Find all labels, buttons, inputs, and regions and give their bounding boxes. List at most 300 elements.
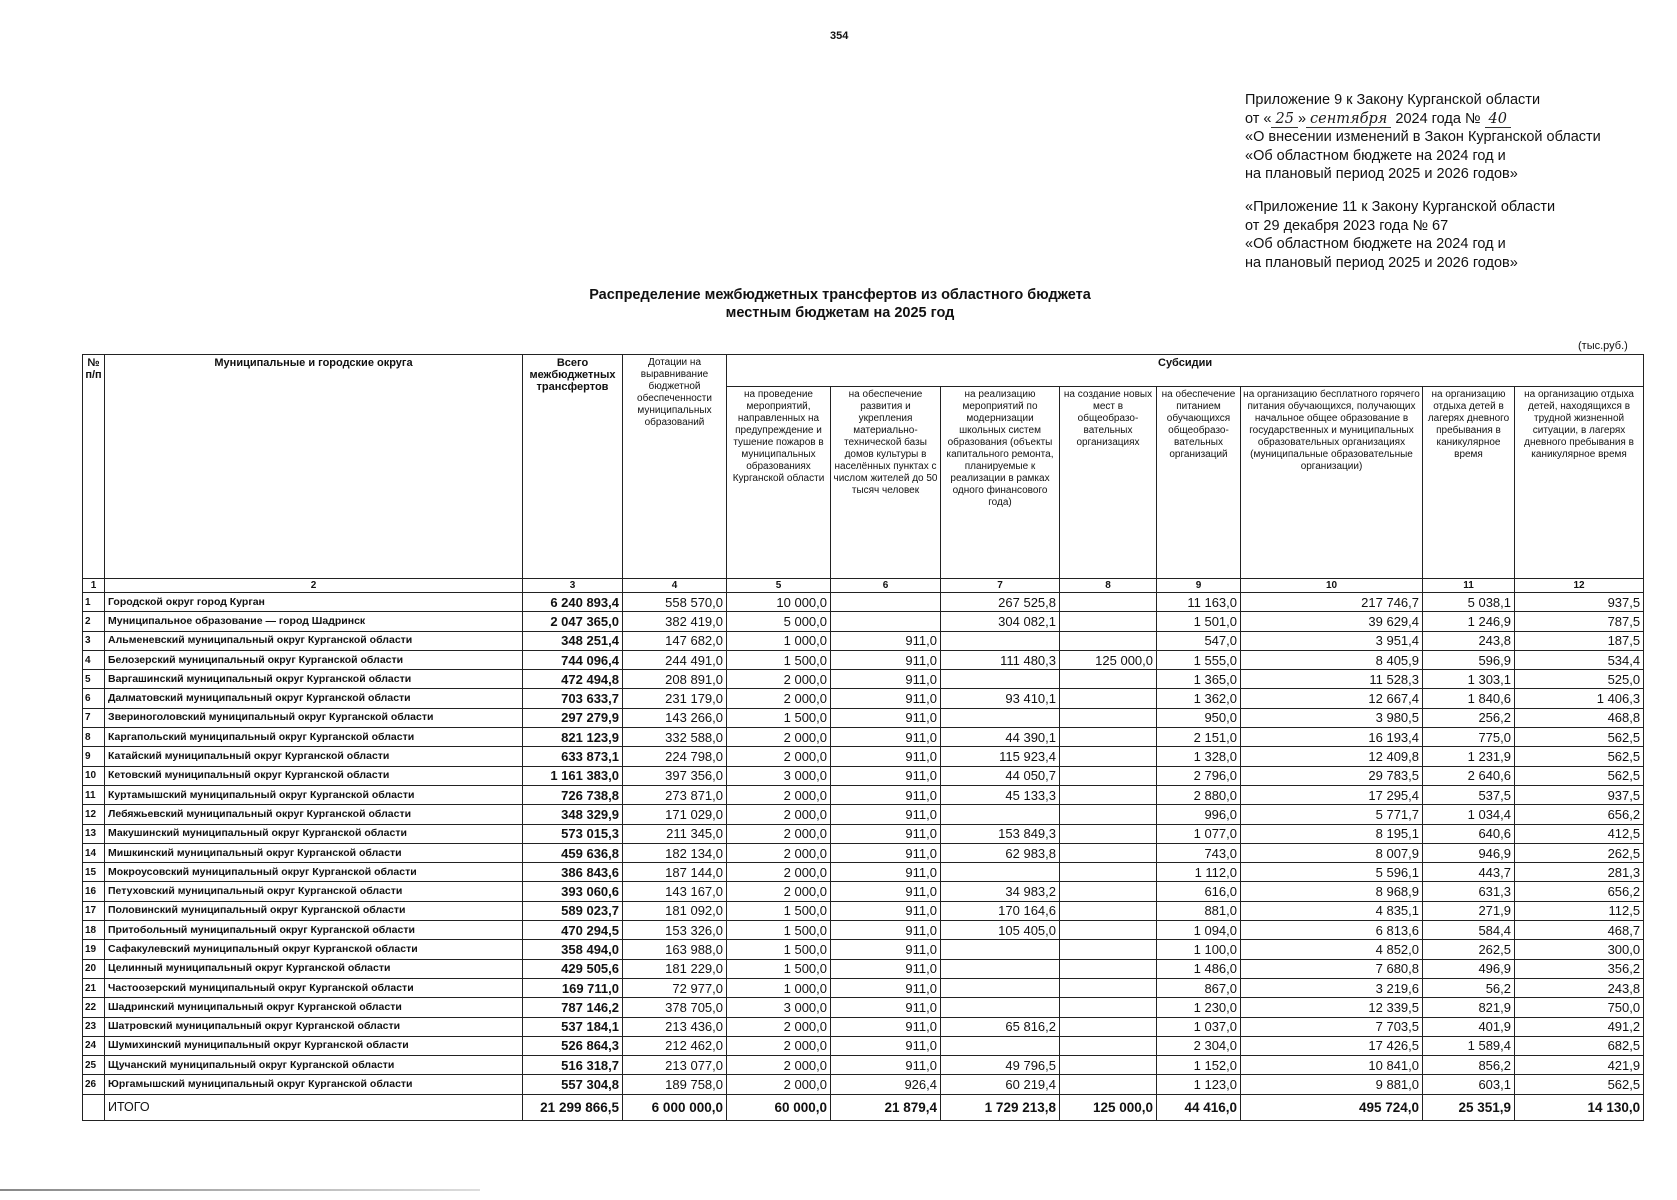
table-row bbox=[83, 1017, 1644, 1036]
subsidy-cell: 911,0 bbox=[831, 670, 941, 689]
subsidy-cell: 125 000,0 bbox=[1060, 650, 1157, 669]
municipality-name: Муниципальное образование — город Шадринск bbox=[105, 612, 523, 631]
table-row bbox=[83, 593, 1644, 612]
dotation-cell: 153 326,0 bbox=[623, 921, 727, 940]
subsidy-cell: 153 849,3 bbox=[941, 824, 1060, 843]
subsidy-cell: 911,0 bbox=[831, 882, 941, 901]
row-number: 2 bbox=[83, 612, 105, 631]
table-row bbox=[83, 785, 1644, 804]
subsidy-cell: 867,0 bbox=[1157, 978, 1241, 997]
subsidy-cell: 105 405,0 bbox=[941, 921, 1060, 940]
row-number: 23 bbox=[83, 1017, 105, 1036]
subsidy-cell bbox=[831, 612, 941, 631]
units-label: (тыс.руб.) bbox=[1578, 340, 1628, 352]
subsidy-cell: 2 000,0 bbox=[727, 747, 831, 766]
subsidy-cell: 1 037,0 bbox=[1157, 1017, 1241, 1036]
total-cell: 1 729 213,8 bbox=[941, 1094, 1060, 1120]
subsidy-cell: 2 640,6 bbox=[1423, 766, 1515, 785]
subsidy-cell: 656,2 bbox=[1515, 882, 1644, 901]
subsidy-cell bbox=[1060, 998, 1157, 1017]
subsidy-cell: 44 390,1 bbox=[941, 728, 1060, 747]
subsidy-cell: 1 100,0 bbox=[1157, 940, 1241, 959]
subsidy-cell: 12 409,8 bbox=[1241, 747, 1423, 766]
subsidy-cell: 412,5 bbox=[1515, 824, 1644, 843]
dotation-cell: 213 436,0 bbox=[623, 1017, 727, 1036]
subsidy-cell: 93 410,1 bbox=[941, 689, 1060, 708]
subsidy-cell bbox=[1060, 1056, 1157, 1075]
subsidy-cell: 2 880,0 bbox=[1157, 785, 1241, 804]
municipality-name: Звериноголовский муниципальный округ Курганской области bbox=[105, 708, 523, 727]
subsidy-cell: 17 295,4 bbox=[1241, 785, 1423, 804]
header-free-hot-meals: на организацию бесплатного горячего питания обучающихся, получающих начальное общее образование в государственных и муниципальных образовательных организациях (муниципальные образовательные организации) bbox=[1241, 387, 1423, 579]
column-number: 9 bbox=[1157, 579, 1241, 593]
subsidy-cell: 911,0 bbox=[831, 708, 941, 727]
subsidy-cell: 1 000,0 bbox=[727, 631, 831, 650]
table-row bbox=[83, 824, 1644, 843]
municipality-name: Шатровский муниципальный округ Курганской области bbox=[105, 1017, 523, 1036]
subsidy-cell: 1 077,0 bbox=[1157, 824, 1241, 843]
subsidy-cell: 1 231,9 bbox=[1423, 747, 1515, 766]
dotation-cell: 244 491,0 bbox=[623, 650, 727, 669]
row-number: 4 bbox=[83, 650, 105, 669]
subsidy-cell bbox=[941, 670, 1060, 689]
subsidy-cell: 8 195,1 bbox=[1241, 824, 1423, 843]
row-number: 18 bbox=[83, 921, 105, 940]
total-cell: 459 636,8 bbox=[523, 843, 623, 862]
annex-date-line bbox=[1245, 110, 1601, 129]
subsidy-cell: 1 486,0 bbox=[1157, 959, 1241, 978]
dotation-cell: 181 092,0 bbox=[623, 901, 727, 920]
subsidy-cell: 1 362,0 bbox=[1157, 689, 1241, 708]
subsidy-cell: 2 000,0 bbox=[727, 1017, 831, 1036]
municipality-name: Половинский муниципальный округ Курганской области bbox=[105, 901, 523, 920]
total-cell: 386 843,6 bbox=[523, 863, 623, 882]
title-line: местным бюджетам на 2025 год bbox=[725, 305, 955, 321]
total-cell: 25 351,9 bbox=[1423, 1094, 1515, 1120]
dotation-cell: 213 077,0 bbox=[623, 1056, 727, 1075]
subsidy-cell: 243,8 bbox=[1423, 631, 1515, 650]
annex-line: от 29 декабря 2023 года № 67 bbox=[1245, 217, 1449, 234]
municipality-name: Частоозерский муниципальный округ Курганской области bbox=[105, 978, 523, 997]
subsidy-cell: 300,0 bbox=[1515, 940, 1644, 959]
subsidy-cell: 911,0 bbox=[831, 824, 941, 843]
subsidy-cell bbox=[941, 863, 1060, 882]
municipality-name: Варгашинский муниципальный округ Курганской области bbox=[105, 670, 523, 689]
total-cell: 633 873,1 bbox=[523, 747, 623, 766]
subsidy-cell bbox=[1060, 612, 1157, 631]
subsidy-cell: 656,2 bbox=[1515, 805, 1644, 824]
subsidy-cell: 1 246,9 bbox=[1423, 612, 1515, 631]
subsidy-cell: 603,1 bbox=[1423, 1075, 1515, 1094]
subsidy-cell: 29 783,5 bbox=[1241, 766, 1423, 785]
municipality-name: Куртамышский муниципальный округ Курганской области bbox=[105, 785, 523, 804]
subsidy-cell: 304 082,1 bbox=[941, 612, 1060, 631]
subsidy-cell bbox=[1060, 631, 1157, 650]
annex-line: «Об областном бюджете на 2024 год и bbox=[1245, 236, 1506, 252]
column-number: 10 bbox=[1241, 579, 1423, 593]
subsidy-cell: 65 816,2 bbox=[941, 1017, 1060, 1036]
annex-line: на плановый период 2025 и 2026 годов» bbox=[1245, 254, 1518, 271]
subsidy-cell: 4 852,0 bbox=[1241, 940, 1423, 959]
row-number: 21 bbox=[83, 978, 105, 997]
subsidy-cell: 775,0 bbox=[1423, 728, 1515, 747]
total-cell: 348 329,9 bbox=[523, 805, 623, 824]
page-number: 354 bbox=[830, 30, 849, 42]
row-number: 12 bbox=[83, 805, 105, 824]
subsidy-cell bbox=[941, 631, 1060, 650]
dotation-cell: 189 758,0 bbox=[623, 1075, 727, 1094]
row-number: 3 bbox=[83, 631, 105, 650]
table-row bbox=[83, 882, 1644, 901]
table-row bbox=[83, 978, 1644, 997]
total-row bbox=[83, 1094, 1644, 1120]
table-row bbox=[83, 998, 1644, 1017]
total-cell: 537 184,1 bbox=[523, 1017, 623, 1036]
subsidy-cell: 2 000,0 bbox=[727, 805, 831, 824]
total-cell: 125 000,0 bbox=[1060, 1094, 1157, 1120]
subsidy-cell: 1 034,4 bbox=[1423, 805, 1515, 824]
subsidy-cell: 2 000,0 bbox=[727, 785, 831, 804]
municipality-name: Юргамышский муниципальный округ Курганской области bbox=[105, 1075, 523, 1094]
row-number: 10 bbox=[83, 766, 105, 785]
subsidy-cell: 1 840,6 bbox=[1423, 689, 1515, 708]
subsidy-cell bbox=[1060, 882, 1157, 901]
subsidy-cell: 2 000,0 bbox=[727, 882, 831, 901]
subsidy-cell: 911,0 bbox=[831, 998, 941, 1017]
subsidy-cell: 911,0 bbox=[831, 650, 941, 669]
subsidy-cell: 911,0 bbox=[831, 940, 941, 959]
row-number: 8 bbox=[83, 728, 105, 747]
total-cell: 6 000 000,0 bbox=[623, 1094, 727, 1120]
header-subsidies: Субсидии bbox=[727, 355, 1644, 387]
subsidy-cell: 996,0 bbox=[1157, 805, 1241, 824]
handwritten-month: сентября bbox=[1306, 111, 1391, 128]
header-day-camps: на организацию отдыха детей в лагерях дневного пребывания в каникулярное время bbox=[1423, 387, 1515, 579]
subsidy-cell: 2 000,0 bbox=[727, 843, 831, 862]
subsidy-cell: 911,0 bbox=[831, 978, 941, 997]
total-cell: 348 251,4 bbox=[523, 631, 623, 650]
total-cell: 44 416,0 bbox=[1157, 1094, 1241, 1120]
table-row bbox=[83, 1075, 1644, 1094]
subsidy-cell: 2 000,0 bbox=[727, 728, 831, 747]
row-number: 1 bbox=[83, 593, 105, 612]
subsidy-cell: 8 007,9 bbox=[1241, 843, 1423, 862]
table-row bbox=[83, 766, 1644, 785]
row-number: 20 bbox=[83, 959, 105, 978]
annex-date-mid: » bbox=[1297, 110, 1307, 127]
subsidy-cell: 8 405,9 bbox=[1241, 650, 1423, 669]
table-row bbox=[83, 708, 1644, 727]
subsidy-cell: 750,0 bbox=[1515, 998, 1644, 1017]
total-cell: 472 494,8 bbox=[523, 670, 623, 689]
subsidy-cell: 1 230,0 bbox=[1157, 998, 1241, 1017]
subsidy-cell: 2 000,0 bbox=[727, 1036, 831, 1055]
subsidy-cell: 62 983,8 bbox=[941, 843, 1060, 862]
subsidy-cell: 262,5 bbox=[1423, 940, 1515, 959]
subsidy-cell: 911,0 bbox=[831, 728, 941, 747]
dotation-cell: 211 345,0 bbox=[623, 824, 727, 843]
subsidy-cell: 11 163,0 bbox=[1157, 593, 1241, 612]
subsidy-cell: 468,7 bbox=[1515, 921, 1644, 940]
subsidy-cell: 911,0 bbox=[831, 901, 941, 920]
subsidy-cell: 1 328,0 bbox=[1157, 747, 1241, 766]
row-number: 6 bbox=[83, 689, 105, 708]
municipality-name: Кетовский муниципальный округ Курганской области bbox=[105, 766, 523, 785]
subsidy-cell: 3 219,6 bbox=[1241, 978, 1423, 997]
annex-header-original bbox=[1245, 198, 1555, 272]
row-number: 24 bbox=[83, 1036, 105, 1055]
table-row bbox=[83, 863, 1644, 882]
subsidy-cell: 5 038,1 bbox=[1423, 593, 1515, 612]
header-student-meals: на обеспечение питанием обучающихся общеобразо-вательных организаций bbox=[1157, 387, 1241, 579]
subsidy-cell bbox=[1060, 805, 1157, 824]
subsidy-cell: 2 151,0 bbox=[1157, 728, 1241, 747]
subsidy-cell bbox=[1060, 766, 1157, 785]
subsidy-cell: 1 303,1 bbox=[1423, 670, 1515, 689]
municipality-name: Каргапольский муниципальный округ Курганской области bbox=[105, 728, 523, 747]
total-cell: 726 738,8 bbox=[523, 785, 623, 804]
header-fire-safety: на проведение мероприятий, направленных на предупреждение и тушение пожаров в муниципальных образованиях Курганской области bbox=[727, 387, 831, 579]
subsidy-cell: 2 000,0 bbox=[727, 863, 831, 882]
subsidy-cell: 1 500,0 bbox=[727, 921, 831, 940]
subsidy-cell: 911,0 bbox=[831, 843, 941, 862]
subsidy-cell: 5 000,0 bbox=[727, 612, 831, 631]
subsidy-cell: 267 525,8 bbox=[941, 593, 1060, 612]
subsidy-cell bbox=[1060, 921, 1157, 940]
subsidy-cell: 682,5 bbox=[1515, 1036, 1644, 1055]
subsidy-cell: 881,0 bbox=[1157, 901, 1241, 920]
total-cell: 1 161 383,0 bbox=[523, 766, 623, 785]
subsidy-cell: 3 951,4 bbox=[1241, 631, 1423, 650]
subsidy-cell bbox=[1060, 824, 1157, 843]
total-cell: 297 279,9 bbox=[523, 708, 623, 727]
subsidy-cell bbox=[941, 959, 1060, 978]
annex-line: Приложение 9 к Закону Курганской области bbox=[1245, 92, 1541, 108]
document-title bbox=[560, 286, 1120, 322]
subsidy-cell: 937,5 bbox=[1515, 593, 1644, 612]
table-row bbox=[83, 1056, 1644, 1075]
column-number: 1 bbox=[83, 579, 105, 593]
subsidy-cell bbox=[1060, 1017, 1157, 1036]
total-cell: 516 318,7 bbox=[523, 1056, 623, 1075]
table-row bbox=[83, 747, 1644, 766]
subsidy-cell: 443,7 bbox=[1423, 863, 1515, 882]
table-body bbox=[83, 593, 1644, 1095]
row-number: 17 bbox=[83, 901, 105, 920]
subsidy-cell bbox=[1060, 978, 1157, 997]
column-number: 4 bbox=[623, 579, 727, 593]
subsidy-cell: 821,9 bbox=[1423, 998, 1515, 1017]
table-row bbox=[83, 921, 1644, 940]
row-number: 13 bbox=[83, 824, 105, 843]
subsidy-cell: 16 193,4 bbox=[1241, 728, 1423, 747]
subsidy-cell: 911,0 bbox=[831, 785, 941, 804]
subsidy-cell: 45 133,3 bbox=[941, 785, 1060, 804]
column-number: 8 bbox=[1060, 579, 1157, 593]
subsidy-cell: 1 501,0 bbox=[1157, 612, 1241, 631]
subsidy-cell bbox=[941, 1036, 1060, 1055]
subsidy-cell: 911,0 bbox=[831, 747, 941, 766]
subsidy-cell: 1 094,0 bbox=[1157, 921, 1241, 940]
municipality-name: Белозерский муниципальный округ Курганской области bbox=[105, 650, 523, 669]
table-row bbox=[83, 959, 1644, 978]
subsidy-cell: 1 500,0 bbox=[727, 940, 831, 959]
total-cell: 744 096,4 bbox=[523, 650, 623, 669]
subsidy-cell bbox=[941, 940, 1060, 959]
subsidy-cell: 2 796,0 bbox=[1157, 766, 1241, 785]
subsidy-cell bbox=[1060, 670, 1157, 689]
table-row bbox=[83, 843, 1644, 862]
dotation-cell: 147 682,0 bbox=[623, 631, 727, 650]
handwritten-law-number: 40 bbox=[1485, 111, 1511, 128]
total-cell: 358 494,0 bbox=[523, 940, 623, 959]
subsidy-cell: 911,0 bbox=[831, 689, 941, 708]
table-row bbox=[83, 612, 1644, 631]
table-row bbox=[83, 631, 1644, 650]
total-cell: 169 711,0 bbox=[523, 978, 623, 997]
subsidy-cell: 1 112,0 bbox=[1157, 863, 1241, 882]
subsidy-cell: 39 629,4 bbox=[1241, 612, 1423, 631]
subsidy-cell: 115 923,4 bbox=[941, 747, 1060, 766]
subsidy-cell: 262,5 bbox=[1515, 843, 1644, 862]
dotation-cell: 273 871,0 bbox=[623, 785, 727, 804]
subsidy-cell bbox=[1060, 863, 1157, 882]
total-cell: 21 879,4 bbox=[831, 1094, 941, 1120]
table-row bbox=[83, 1036, 1644, 1055]
scan-artifact-line bbox=[0, 1189, 480, 1191]
column-number: 7 bbox=[941, 579, 1060, 593]
title-line: Распределение межбюджетных трансфертов из областного бюджета bbox=[589, 287, 1091, 303]
municipality-name: Целинный муниципальный округ Курганской области bbox=[105, 959, 523, 978]
subsidy-cell: 271,9 bbox=[1423, 901, 1515, 920]
subsidy-cell: 1 589,4 bbox=[1423, 1036, 1515, 1055]
subsidy-cell bbox=[1060, 785, 1157, 804]
subsidy-cell: 8 968,9 bbox=[1241, 882, 1423, 901]
subsidy-cell: 911,0 bbox=[831, 1036, 941, 1055]
dotation-cell: 332 588,0 bbox=[623, 728, 727, 747]
row-number: 25 bbox=[83, 1056, 105, 1075]
subsidy-cell: 946,9 bbox=[1423, 843, 1515, 862]
subsidy-cell: 562,5 bbox=[1515, 747, 1644, 766]
total-cell: 573 015,3 bbox=[523, 824, 623, 843]
subsidy-cell: 911,0 bbox=[831, 959, 941, 978]
dotation-cell: 163 988,0 bbox=[623, 940, 727, 959]
subsidy-cell: 911,0 bbox=[831, 631, 941, 650]
subsidy-cell: 2 000,0 bbox=[727, 670, 831, 689]
municipality-name: Шадринский муниципальный округ Курганской области bbox=[105, 998, 523, 1017]
subsidy-cell bbox=[1060, 728, 1157, 747]
subsidy-cell: 3 000,0 bbox=[727, 998, 831, 1017]
row-number: 9 bbox=[83, 747, 105, 766]
dotation-cell: 382 419,0 bbox=[623, 612, 727, 631]
subsidy-cell bbox=[941, 805, 1060, 824]
subsidy-cell: 926,4 bbox=[831, 1075, 941, 1094]
subsidy-cell: 243,8 bbox=[1515, 978, 1644, 997]
table-row bbox=[83, 670, 1644, 689]
subsidy-cell: 1 500,0 bbox=[727, 708, 831, 727]
subsidy-cell: 562,5 bbox=[1515, 766, 1644, 785]
annex-line: на плановый период 2025 и 2026 годов» bbox=[1245, 166, 1518, 182]
subsidy-cell bbox=[1060, 959, 1157, 978]
row-number: 15 bbox=[83, 863, 105, 882]
subsidy-cell: 9 881,0 bbox=[1241, 1075, 1423, 1094]
column-number: 3 bbox=[523, 579, 623, 593]
subsidy-cell: 534,4 bbox=[1515, 650, 1644, 669]
dotation-cell: 182 134,0 bbox=[623, 843, 727, 862]
row-number: 26 bbox=[83, 1075, 105, 1094]
row-number: 19 bbox=[83, 940, 105, 959]
total-cell: 14 130,0 bbox=[1515, 1094, 1644, 1120]
subsidy-cell: 5 596,1 bbox=[1241, 863, 1423, 882]
subsidy-cell: 10 841,0 bbox=[1241, 1056, 1423, 1075]
municipality-name: Лебяжьевский муниципальный округ Курганской области bbox=[105, 805, 523, 824]
subsidy-cell: 44 050,7 bbox=[941, 766, 1060, 785]
annex-line: «О внесении изменений в Закон Курганской области bbox=[1245, 129, 1601, 145]
subsidy-cell bbox=[1060, 1036, 1157, 1055]
subsidy-cell: 787,5 bbox=[1515, 612, 1644, 631]
subsidy-cell: 34 983,2 bbox=[941, 882, 1060, 901]
subsidy-cell: 631,3 bbox=[1423, 882, 1515, 901]
dotation-cell: 558 570,0 bbox=[623, 593, 727, 612]
subsidy-cell: 1 365,0 bbox=[1157, 670, 1241, 689]
subsidy-cell: 401,9 bbox=[1423, 1017, 1515, 1036]
column-number: 5 bbox=[727, 579, 831, 593]
table-row bbox=[83, 650, 1644, 669]
subsidy-cell: 537,5 bbox=[1423, 785, 1515, 804]
total-cell: 703 633,7 bbox=[523, 689, 623, 708]
subsidy-cell: 468,8 bbox=[1515, 708, 1644, 727]
subsidy-cell bbox=[941, 708, 1060, 727]
total-cell: 6 240 893,4 bbox=[523, 593, 623, 612]
subsidy-cell: 17 426,5 bbox=[1241, 1036, 1423, 1055]
subsidy-cell: 1 500,0 bbox=[727, 959, 831, 978]
subsidy-cell: 3 980,5 bbox=[1241, 708, 1423, 727]
subsidy-cell bbox=[1060, 708, 1157, 727]
subsidy-cell: 56,2 bbox=[1423, 978, 1515, 997]
subsidy-cell: 1 555,0 bbox=[1157, 650, 1241, 669]
subsidy-cell: 4 835,1 bbox=[1241, 901, 1423, 920]
header-number: № п/п bbox=[83, 355, 105, 579]
dotation-cell: 171 029,0 bbox=[623, 805, 727, 824]
header-municipality: Муниципальные и городские округа bbox=[105, 355, 523, 579]
subsidy-cell: 856,2 bbox=[1423, 1056, 1515, 1075]
subsidy-cell: 584,4 bbox=[1423, 921, 1515, 940]
subsidy-cell: 6 813,6 bbox=[1241, 921, 1423, 940]
subsidy-cell: 1 406,3 bbox=[1515, 689, 1644, 708]
total-cell: 2 047 365,0 bbox=[523, 612, 623, 631]
total-cell: 821 123,9 bbox=[523, 728, 623, 747]
municipality-name: Сафакулевский муниципальный округ Курганской области bbox=[105, 940, 523, 959]
column-number: 2 bbox=[105, 579, 523, 593]
column-number: 6 bbox=[831, 579, 941, 593]
municipality-name: Петуховский муниципальный округ Курганской области bbox=[105, 882, 523, 901]
total-cell: 495 724,0 bbox=[1241, 1094, 1423, 1120]
subsidy-cell: 421,9 bbox=[1515, 1056, 1644, 1075]
dotation-cell: 181 229,0 bbox=[623, 959, 727, 978]
total-cell: 429 505,6 bbox=[523, 959, 623, 978]
subsidy-cell: 491,2 bbox=[1515, 1017, 1644, 1036]
subsidy-cell: 616,0 bbox=[1157, 882, 1241, 901]
subsidy-cell: 1 500,0 bbox=[727, 901, 831, 920]
dotation-cell: 224 798,0 bbox=[623, 747, 727, 766]
row-number: 11 bbox=[83, 785, 105, 804]
dotation-cell: 208 891,0 bbox=[623, 670, 727, 689]
subsidy-cell: 640,6 bbox=[1423, 824, 1515, 843]
subsidy-cell bbox=[1060, 940, 1157, 959]
total-cell: 526 864,3 bbox=[523, 1036, 623, 1055]
subsidy-cell bbox=[1060, 689, 1157, 708]
table-row bbox=[83, 728, 1644, 747]
